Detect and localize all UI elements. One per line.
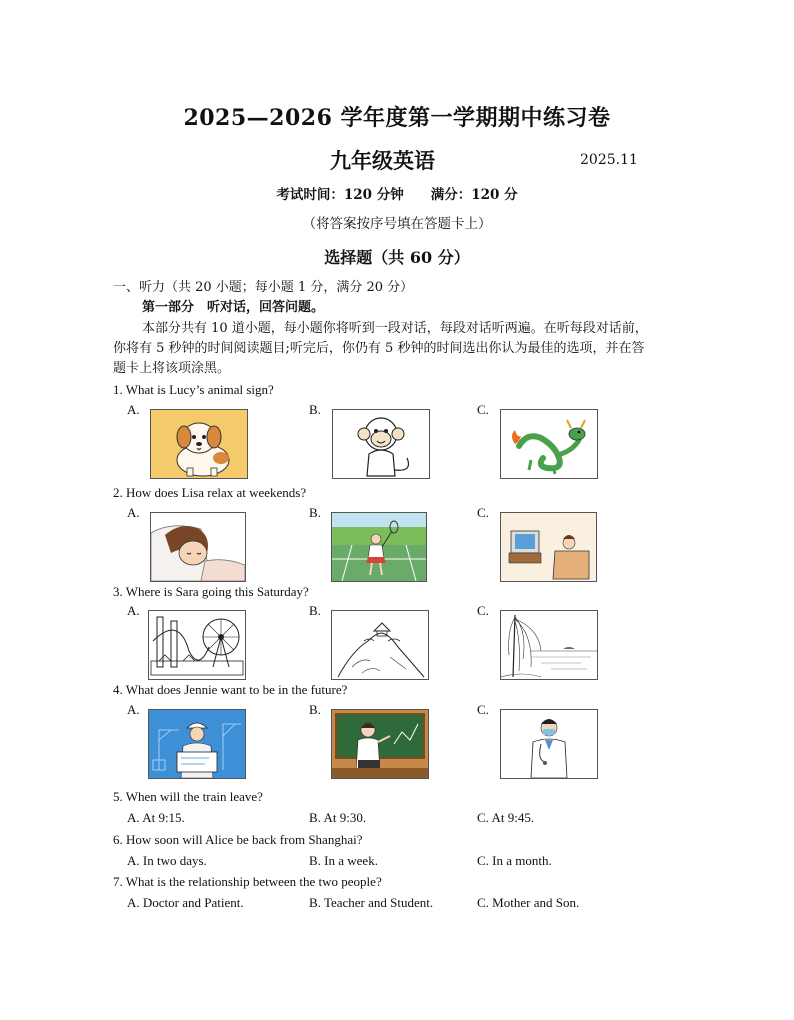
teacher-icon <box>331 709 429 779</box>
question-1: 1. What is Lucy’s animal sign? <box>113 382 274 397</box>
option-label: A. <box>127 505 140 520</box>
instructions-line-3: 题卡上将该项涂黑。 <box>113 361 231 376</box>
option-label: C. <box>477 505 489 520</box>
option-6b: B. In a week. <box>309 853 378 868</box>
option-label: B. <box>309 505 321 520</box>
sleeping-girl-icon <box>150 512 246 582</box>
option-label: B. <box>309 402 321 417</box>
option-5c: C. At 9:45. <box>477 810 535 825</box>
exam-subtitle: 九年级英语 <box>330 148 435 173</box>
exam-date: 2025.11 <box>580 152 638 168</box>
question-5: 5. When will the train leave? <box>113 789 263 804</box>
option-5a: A. At 9:15. <box>127 810 185 825</box>
option-label: C. <box>477 603 489 618</box>
option-label: C. <box>477 702 489 717</box>
mountain-pavilion-icon <box>331 610 429 680</box>
dragon-icon <box>500 409 598 479</box>
engineer-icon <box>148 709 246 779</box>
lake-willow-icon <box>500 610 598 680</box>
question-7: 7. What is the relationship between the two people? <box>113 874 382 889</box>
watching-tv-icon <box>500 512 597 582</box>
amusement-park-icon <box>148 610 246 680</box>
option-label: A. <box>127 402 140 417</box>
option-label: A. <box>127 702 140 717</box>
answer-note: （将答案按序号填在答题卡上） <box>302 216 492 232</box>
section-title: 选择题（共 60 分） <box>324 248 470 267</box>
question-3: 3. Where is Sara going this Saturday? <box>113 584 309 599</box>
monkey-icon <box>332 409 430 479</box>
instructions-line-2: 你将有 5 秒钟的时间阅读题目;听完后，你仍有 5 秒钟的时间选出你认为最佳的选项，并在答 <box>113 341 645 356</box>
option-label: B. <box>309 603 321 618</box>
option-7b: B. Teacher and Student. <box>309 895 434 910</box>
option-label: C. <box>477 402 489 417</box>
option-5b: B. At 9:30. <box>309 810 367 825</box>
question-4: 4. What does Jennie want to be in the future? <box>113 682 348 697</box>
instructions-line-1: 本部分共有 10 道小题，每小题你将听到一段对话，每段对话听两遍。在听每段对话前， <box>142 321 648 336</box>
option-label: A. <box>127 603 140 618</box>
question-2: 2. How does Lisa relax at weekends? <box>113 485 307 500</box>
badminton-girl-icon <box>331 512 427 582</box>
option-7c: C. Mother and Son. <box>477 895 580 910</box>
part-subheading: 第一部分 听对话，回答问题。 <box>142 300 325 315</box>
exam-title: 2025—2026 学年度第一学期期中练习卷 <box>183 105 611 131</box>
question-6: 6. How soon will Alice be back from Shanghai? <box>113 832 363 847</box>
option-label: B. <box>309 702 321 717</box>
option-6a: A. In two days. <box>127 853 207 868</box>
option-6c: C. In a month. <box>477 853 552 868</box>
exam-info: 考试时间：120 分钟 满分：120 分 <box>276 187 518 203</box>
part-heading: 一、听力（共 20 小题；每小题 1 分，满分 20 分） <box>113 280 414 295</box>
dog-icon <box>150 409 248 479</box>
doctor-icon <box>500 709 598 779</box>
option-7a: A. Doctor and Patient. <box>127 895 244 910</box>
